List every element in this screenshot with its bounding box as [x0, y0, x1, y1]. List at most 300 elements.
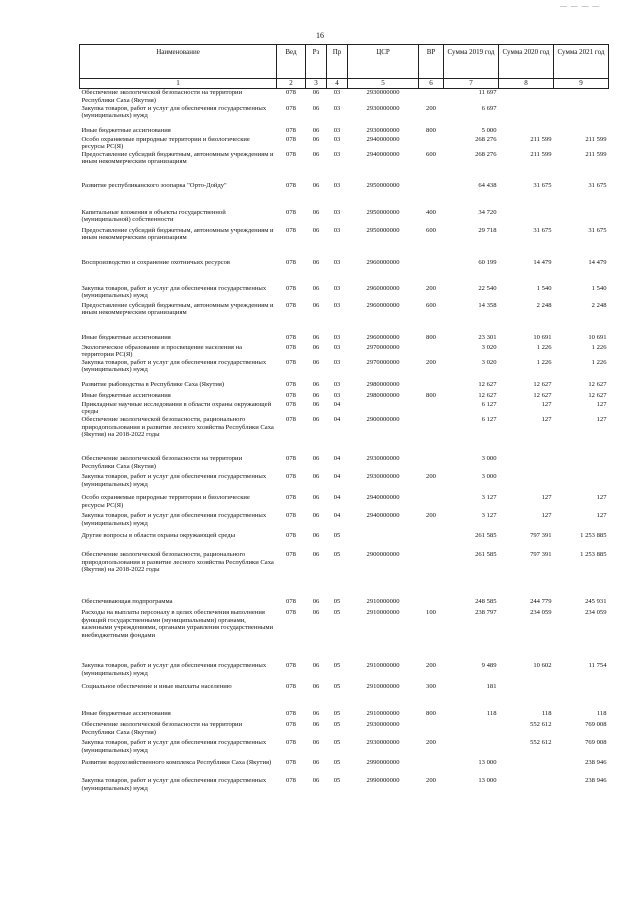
cell-sum-2021: 1 253 885: [580, 531, 607, 539]
cell-sum-2019: 12 627: [478, 380, 497, 388]
cell-csr: 2910000000: [366, 709, 400, 717]
cell-ved: 078: [286, 150, 296, 158]
cell-rz: 06: [312, 333, 320, 341]
cell-sum-2020: [499, 127, 554, 136]
cell-pr: 04: [333, 472, 341, 480]
cell-vr: 200: [426, 511, 436, 519]
table-row: [80, 710, 609, 721]
cell-csr: 2970000000: [366, 358, 400, 366]
cell-sum-2020: 1 540: [536, 284, 552, 292]
cell-sum-2021: 31 675: [588, 226, 607, 234]
column-index: 2: [277, 79, 306, 89]
cell-sum-2020: 797 391: [530, 531, 552, 539]
table-row: [80, 392, 609, 401]
cell-csr: 2980000000: [366, 391, 400, 399]
cell-csr: 2930000000: [366, 738, 400, 746]
cell-sum-2021: 12 627: [588, 391, 607, 399]
cell-ved: 078: [286, 415, 296, 423]
cell-pr: 05: [333, 758, 341, 766]
cell-rz: 06: [312, 608, 320, 616]
cell-sum-2019: [444, 721, 499, 739]
cell-sum-2021: [554, 105, 609, 127]
table-row: [80, 334, 609, 344]
cell-ved: 078: [286, 597, 296, 605]
cell-rz: 06: [312, 511, 320, 519]
cell-rz: 06: [312, 597, 320, 605]
cell-pr: 05: [333, 531, 341, 539]
cell-sum-2019: 238 797: [475, 608, 497, 616]
cell-sum-2020: 1 226: [536, 358, 552, 366]
cell-sum-2019: 3 000: [481, 472, 497, 480]
cell-rz: 06: [312, 738, 320, 746]
table-row: [80, 359, 609, 381]
cell-rz: 06: [312, 493, 320, 501]
cell-name: Обеспечение экологической безопасности на территории Республики Саха (Якутия): [81, 454, 243, 470]
cell-sum-2020: 12 627: [533, 380, 552, 388]
cell-name: Прикладные научные исследования в области охраны окружающей среды: [81, 400, 272, 416]
cell-pr: 04: [333, 511, 341, 519]
cell-vr: 100: [426, 608, 436, 616]
cell-name: Обеспечение экологической безопасности на территории Республики Саха (Якутия): [81, 720, 243, 736]
cell-ved: 078: [286, 454, 296, 462]
cell-rz: 06: [312, 150, 320, 158]
cell-sum-2019: 22 540: [478, 284, 497, 292]
cell-vr: 800: [426, 126, 436, 134]
table-row: [80, 344, 609, 359]
cell-sum-2021: 127: [596, 400, 607, 408]
cell-sum-2020: 211 599: [530, 150, 552, 158]
cell-pr: 03: [333, 208, 341, 216]
cell-name: Закупка товаров, работ и услуг для обеспечения государственных (муниципальных) нужд: [81, 511, 267, 527]
cell-name: Закупка товаров, работ и услуг для обеспечения государственных (муниципальных) нужд: [81, 776, 267, 792]
header-sum-2019: Сумма 2019 год: [444, 45, 499, 79]
cell-sum-2019: 3 127: [481, 511, 497, 519]
cell-name: Развитие республиканского зоопарка "Орто-Дойду": [81, 181, 227, 189]
cell-sum-2019: 268 276: [475, 135, 497, 143]
cell-ved: 078: [286, 226, 296, 234]
cell-rz: 06: [312, 720, 320, 728]
cell-ved: 078: [286, 358, 296, 366]
cell-name: Воспроизводство и сохранение охотничьих ресурсов: [81, 258, 231, 266]
cell-vr: 600: [426, 150, 436, 158]
cell-sum-2021: 1 540: [591, 284, 607, 292]
cell-sum-2020: 2 248: [536, 301, 552, 309]
cell-sum-2021: 2 248: [591, 301, 607, 309]
cell-name: Расходы на выплаты персоналу в целях обеспечения выполнения функций государственными (муниципальными) органами, казенными учреждениями, органами управления государственными внебюджетными фондами: [81, 608, 274, 639]
cell-pr: 03: [333, 126, 341, 134]
cell-csr: 2960000000: [366, 301, 400, 309]
cell-sum-2021: 14 479: [588, 258, 607, 266]
cell-rz: 06: [312, 258, 320, 266]
cell-sum-2019: 5 000: [481, 126, 497, 134]
cell-name: Закупка товаров, работ и услуг для обеспечения государственных (муниципальных) нужд: [81, 738, 267, 754]
cell-ved: 078: [286, 608, 296, 616]
table-row: [80, 127, 609, 136]
table-row: [80, 551, 609, 598]
cell-csr: 2910000000: [366, 597, 400, 605]
cell-sum-2019: 64 438: [478, 181, 497, 189]
cell-vr: 400: [426, 208, 436, 216]
column-index: 7: [444, 79, 499, 89]
cell-pr: 05: [333, 720, 341, 728]
cell-rz: 06: [312, 284, 320, 292]
table-row: [80, 302, 609, 334]
cell-vr: [419, 598, 444, 609]
cell-sum-2021: 238 946: [585, 758, 607, 766]
cell-sum-2019: [444, 739, 499, 759]
table-row: [80, 381, 609, 392]
cell-sum-2020: 797 391: [530, 550, 552, 558]
cell-csr: 2940000000: [366, 511, 400, 519]
table-row: [80, 532, 609, 551]
cell-rz: 06: [312, 776, 320, 784]
cell-pr: 03: [333, 358, 341, 366]
cell-pr: 03: [333, 391, 341, 399]
cell-vr: 200: [426, 358, 436, 366]
table-row: [80, 416, 609, 455]
cell-rz: 06: [312, 661, 320, 669]
cell-ved: 078: [286, 511, 296, 519]
cell-sum-2019: 248 585: [475, 597, 497, 605]
cell-rz: 06: [312, 380, 320, 388]
table-row: [80, 89, 609, 105]
cell-sum-2021: 118: [596, 709, 607, 717]
cell-name: Закупка товаров, работ и услуг для обеспечения государственных (муниципальных) нужд: [81, 661, 267, 677]
cell-rz: 06: [312, 358, 320, 366]
cell-sum-2020: 211 599: [530, 135, 552, 143]
header-sum-2020: Сумма 2020 год: [499, 45, 554, 79]
cell-sum-2019: 118: [486, 709, 497, 717]
table-row: [80, 401, 609, 416]
cell-sum-2020: 31 675: [533, 226, 552, 234]
cell-name: Предоставление субсидий бюджетным, автономным учреждениям и иным некоммерческим организациям: [81, 301, 274, 317]
table-row: [80, 105, 609, 127]
cell-ved: 078: [286, 135, 296, 143]
cell-pr: 03: [333, 380, 341, 388]
cell-csr: 2910000000: [366, 608, 400, 616]
cell-csr: 2970000000: [366, 343, 400, 351]
cell-rz: 06: [312, 550, 320, 558]
cell-pr: 03: [333, 89, 341, 96]
cell-rz: 06: [312, 531, 320, 539]
cell-sum-2019: 34 720: [478, 208, 497, 216]
cell-csr: 2930000000: [366, 472, 400, 480]
cell-vr: 800: [426, 333, 436, 341]
column-index: 9: [554, 79, 609, 89]
cell-pr: 03: [333, 301, 341, 309]
table-row: [80, 683, 609, 710]
cell-name: Развитие рыбоводства в Республике Саха (Якутия): [81, 380, 225, 388]
cell-rz: 06: [312, 135, 320, 143]
cell-vr: [419, 182, 444, 209]
cell-pr: 05: [333, 682, 341, 690]
cell-ved: 078: [286, 380, 296, 388]
cell-csr: 2960000000: [366, 333, 400, 341]
cell-sum-2019: 60 199: [478, 258, 497, 266]
cell-rz: 06: [312, 682, 320, 690]
cell-sum-2020: [499, 759, 554, 777]
cell-rz: 06: [312, 208, 320, 216]
cell-csr: 2910000000: [366, 661, 400, 669]
cell-vr: 300: [426, 682, 436, 690]
cell-sum-2019: 11 697: [478, 89, 497, 96]
cell-vr: [419, 136, 444, 151]
cell-sum-2020: 244 779: [530, 597, 552, 605]
budget-table: [79, 44, 609, 799]
cell-sum-2019: 9 489: [481, 661, 497, 669]
cell-sum-2020: 31 675: [533, 181, 552, 189]
cell-rz: 06: [312, 343, 320, 351]
cell-sum-2020: 127: [541, 511, 552, 519]
cell-pr: 03: [333, 226, 341, 234]
table-row: [80, 473, 609, 494]
cell-name: Иные бюджетные ассигнования: [81, 709, 171, 717]
header-vr: ВР: [419, 45, 444, 79]
cell-sum-2020: 127: [541, 415, 552, 423]
cell-rz: 06: [312, 758, 320, 766]
header-ved: Вед: [277, 45, 306, 79]
cell-ved: 078: [286, 400, 296, 408]
cell-pr: 05: [333, 709, 341, 717]
cell-sum-2021: 12 627: [588, 380, 607, 388]
cell-csr: 2950000000: [366, 208, 400, 216]
cell-csr: 2940000000: [366, 493, 400, 501]
cell-ved: 078: [286, 333, 296, 341]
cell-sum-2020: [499, 209, 554, 227]
table-row: [80, 209, 609, 227]
cell-sum-2021: [554, 455, 609, 473]
cell-sum-2020: 10 602: [533, 661, 552, 669]
cell-pr: 05: [333, 776, 341, 784]
cell-sum-2021: 10 691: [588, 333, 607, 341]
cell-sum-2021: 211 599: [585, 135, 607, 143]
table-row: [80, 662, 609, 683]
cell-pr: 03: [333, 333, 341, 341]
cell-vr: 200: [426, 738, 436, 746]
table-row: [80, 151, 609, 182]
cell-ved: 078: [286, 472, 296, 480]
cell-pr: 04: [333, 493, 341, 501]
cell-sum-2020: [499, 473, 554, 494]
cell-ved: 078: [286, 258, 296, 266]
table-row: [80, 721, 609, 739]
cell-vr: [419, 259, 444, 285]
cell-name: Иные бюджетные ассигнования: [81, 391, 171, 399]
cell-ved: 078: [286, 709, 296, 717]
cell-sum-2021: 127: [596, 493, 607, 501]
cell-sum-2021: 127: [596, 511, 607, 519]
cell-name: Развитие водохозяйственного комплекса Республики Саха (Якутия): [81, 758, 272, 766]
page-number: 16: [316, 31, 324, 40]
cell-sum-2019: 261 585: [475, 531, 497, 539]
table-row: [80, 455, 609, 473]
cell-ved: 078: [286, 391, 296, 399]
cell-sum-2019: 6 697: [481, 104, 497, 112]
cell-sum-2019: 29 718: [478, 226, 497, 234]
cell-ved: 078: [286, 531, 296, 539]
cell-rz: 06: [312, 89, 320, 96]
cell-csr: 2930000000: [366, 454, 400, 462]
cell-vr: [419, 416, 444, 455]
cell-csr: 2900000000: [366, 550, 400, 558]
cell-vr: [419, 721, 444, 739]
cell-sum-2020: 10 691: [533, 333, 552, 341]
cell-rz: 06: [312, 126, 320, 134]
cell-name: Другие вопросы в области охраны окружающей среды: [81, 531, 236, 539]
cell-sum-2020: 552 612: [530, 720, 552, 728]
cell-csr: 2980000000: [366, 380, 400, 388]
cell-pr: 04: [333, 400, 341, 408]
cell-name: Иные бюджетные ассигнования: [81, 333, 171, 341]
cell-rz: 06: [312, 301, 320, 309]
cell-ved: 078: [286, 343, 296, 351]
cell-pr: 03: [333, 104, 341, 112]
cell-sum-2021: 245 931: [585, 597, 607, 605]
cell-name: Капитальные вложения в объекты государственной (муниципальной) собственности: [81, 208, 226, 224]
cell-ved: 078: [286, 493, 296, 501]
table-row: [80, 512, 609, 532]
cell-csr: 2910000000: [366, 682, 400, 690]
cell-name: Обеспечение экологической безопасности, рационального природопользования и развитие лесного хозяйства Республики Саха (Якутия) на 2018-2022 годы: [81, 550, 274, 574]
cell-name: Экологическое образование и просвещение населения на территории РС(Я): [81, 343, 243, 359]
cell-vr: [419, 759, 444, 777]
cell-vr: [419, 381, 444, 392]
cell-ved: 078: [286, 181, 296, 189]
cell-vr: [419, 494, 444, 512]
header-pr: Пр: [327, 45, 348, 79]
cell-sum-2021: [554, 89, 609, 105]
cell-sum-2020: 14 479: [533, 258, 552, 266]
cell-rz: 06: [312, 415, 320, 423]
page-marker: — — — —: [560, 2, 601, 10]
cell-pr: 03: [333, 150, 341, 158]
cell-csr: 2900000000: [366, 415, 400, 423]
cell-sum-2019: 6 127: [481, 415, 497, 423]
cell-sum-2019: 261 585: [475, 550, 497, 558]
cell-sum-2020: 552 612: [530, 738, 552, 746]
cell-name: Обеспечение экологической безопасности, рационального природопользования и развитие лесного хозяйства Республики Саха (Якутия) на 2018-2022 годы: [81, 415, 274, 439]
cell-vr: 800: [426, 391, 436, 399]
table-body: [80, 89, 609, 799]
cell-ved: 078: [286, 104, 296, 112]
cell-csr: [348, 401, 419, 416]
cell-name: Предоставление субсидий бюджетным, автономным учреждениям и иным некоммерческим организациям: [81, 226, 274, 242]
cell-ved: 078: [286, 661, 296, 669]
cell-sum-2021: 11 754: [588, 661, 607, 669]
cell-vr: [419, 551, 444, 598]
cell-sum-2020: [499, 455, 554, 473]
cell-pr: 04: [333, 454, 341, 462]
cell-sum-2020: 127: [541, 400, 552, 408]
column-index-row: [80, 79, 609, 89]
cell-ved: 078: [286, 776, 296, 784]
cell-sum-2021: [554, 683, 609, 710]
column-index: 5: [348, 79, 419, 89]
table-row: [80, 259, 609, 285]
cell-pr: 03: [333, 343, 341, 351]
cell-sum-2020: [499, 89, 554, 105]
cell-pr: 03: [333, 135, 341, 143]
header-csr: ЦСР: [348, 45, 419, 79]
cell-name: Обеспечивающая подпрограмма: [81, 597, 173, 605]
table-row: [80, 598, 609, 609]
cell-sum-2019: 14 358: [478, 301, 497, 309]
cell-sum-2021: 769 008: [585, 738, 607, 746]
cell-vr: 200: [426, 661, 436, 669]
cell-ved: 078: [286, 89, 296, 96]
cell-rz: 06: [312, 454, 320, 462]
cell-csr: 2990000000: [366, 758, 400, 766]
cell-name: Закупка товаров, работ и услуг для обеспечения государственных (муниципальных) нужд: [81, 472, 267, 488]
cell-rz: 06: [312, 391, 320, 399]
header-name: Наименование: [80, 45, 277, 79]
cell-csr: 2950000000: [366, 226, 400, 234]
cell-vr: [419, 89, 444, 105]
cell-sum-2021: 127: [596, 415, 607, 423]
cell-csr: 2940000000: [366, 150, 400, 158]
cell-sum-2020: [499, 683, 554, 710]
cell-sum-2020: [499, 777, 554, 799]
cell-vr: 800: [426, 709, 436, 717]
header-rz: Рз: [306, 45, 327, 79]
table-row: [80, 739, 609, 759]
table-row: [80, 182, 609, 209]
cell-sum-2020: 127: [541, 493, 552, 501]
cell-csr: 2930000000: [366, 126, 400, 134]
cell-sum-2021: [554, 127, 609, 136]
cell-rz: 06: [312, 181, 320, 189]
cell-ved: 078: [286, 284, 296, 292]
cell-csr: 2990000000: [366, 776, 400, 784]
table-row: [80, 759, 609, 777]
cell-sum-2021: 234 059: [585, 608, 607, 616]
cell-vr: 200: [426, 104, 436, 112]
cell-rz: 06: [312, 226, 320, 234]
column-index: 8: [499, 79, 554, 89]
cell-sum-2021: [554, 209, 609, 227]
cell-sum-2019: 23 301: [478, 333, 497, 341]
table-row: [80, 494, 609, 512]
cell-sum-2021: 1 253 885: [580, 550, 607, 558]
table-row: [80, 777, 609, 799]
cell-ved: 078: [286, 682, 296, 690]
cell-ved: 078: [286, 301, 296, 309]
cell-pr: 04: [333, 415, 341, 423]
cell-pr: 05: [333, 597, 341, 605]
cell-sum-2021: 238 946: [585, 776, 607, 784]
cell-csr: 2950000000: [366, 181, 400, 189]
table-row: [80, 136, 609, 151]
cell-name: Иные бюджетные ассигнования: [81, 126, 171, 134]
cell-sum-2021: [554, 473, 609, 494]
cell-pr: 03: [333, 284, 341, 292]
cell-csr: 2930000000: [366, 89, 400, 96]
cell-sum-2020: [499, 105, 554, 127]
cell-name: Закупка товаров, работ и услуг для обеспечения государственных (муниципальных) нужд: [81, 284, 267, 300]
table-row: [80, 227, 609, 259]
cell-name: Особо охраняемые природные территории и биологические ресурсы РС(Я): [81, 493, 250, 509]
header-sum-2021: Сумма 2021 год: [554, 45, 609, 79]
cell-pr: 05: [333, 608, 341, 616]
cell-name: Закупка товаров, работ и услуг для обеспечения государственных (муниципальных) нужд: [81, 358, 267, 374]
cell-rz: 06: [312, 709, 320, 717]
column-index: 3: [306, 79, 327, 89]
cell-sum-2019: 3 127: [481, 493, 497, 501]
cell-vr: 200: [426, 472, 436, 480]
cell-ved: 078: [286, 126, 296, 134]
cell-ved: 078: [286, 758, 296, 766]
cell-sum-2021: 1 226: [591, 343, 607, 351]
